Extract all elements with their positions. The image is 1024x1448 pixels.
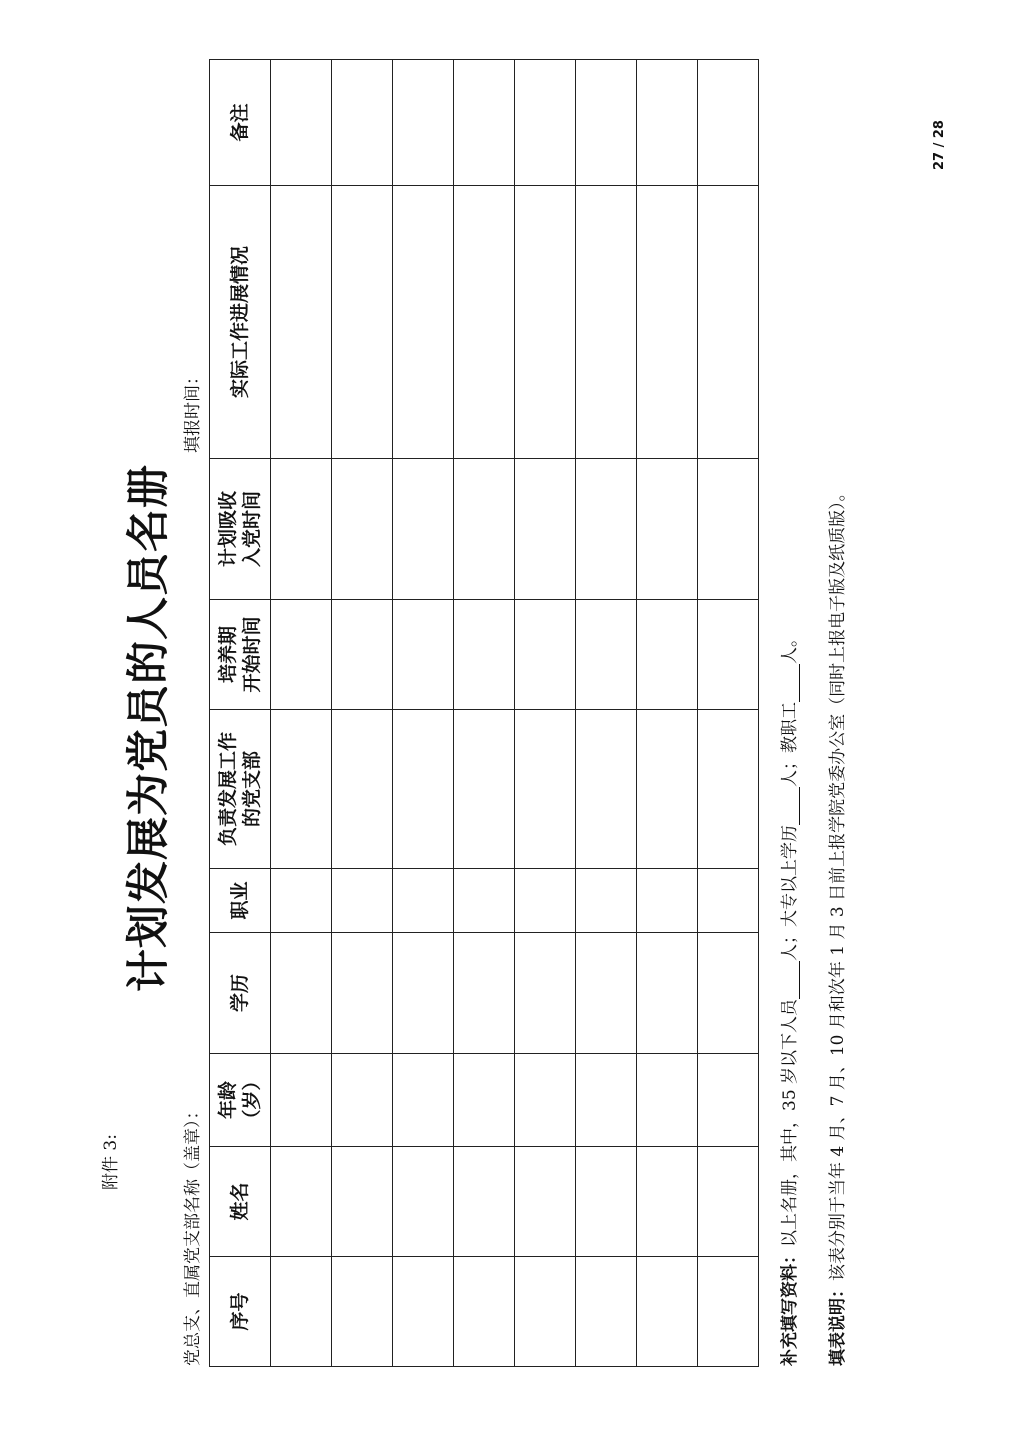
table-cell[interactable]	[332, 600, 393, 710]
table-cell[interactable]	[393, 459, 454, 600]
table-cell[interactable]	[454, 60, 515, 186]
table-cell[interactable]	[515, 186, 576, 459]
table-cell[interactable]	[515, 459, 576, 600]
table-row	[271, 60, 332, 1367]
page-title: 计划发展为党员的人员名册	[124, 464, 174, 992]
table-cell[interactable]	[515, 60, 576, 186]
supplement-part2: 人；大专以上学历	[780, 824, 800, 961]
table-cell[interactable]	[271, 459, 332, 600]
table-cell[interactable]	[332, 459, 393, 600]
table-cell[interactable]	[454, 710, 515, 869]
table-cell[interactable]	[332, 710, 393, 869]
table-row	[454, 60, 515, 1367]
table-row	[393, 60, 454, 1367]
blank-under35[interactable]	[781, 961, 800, 999]
table-cell[interactable]	[271, 710, 332, 869]
table-cell[interactable]	[576, 186, 637, 459]
table-row	[332, 60, 393, 1367]
table-cell[interactable]	[454, 1147, 515, 1257]
table-header-cell: 实际工作进展情况	[210, 186, 271, 459]
table-cell[interactable]	[393, 600, 454, 710]
table-cell[interactable]	[698, 459, 759, 600]
table-cell[interactable]	[515, 1257, 576, 1367]
table-cell[interactable]	[271, 869, 332, 933]
table-cell[interactable]	[454, 600, 515, 710]
supplement-part1: 以上名册，其中，35 岁以下人员	[780, 998, 800, 1247]
table-cell[interactable]	[271, 186, 332, 459]
table-cell[interactable]	[454, 459, 515, 600]
supplement-part4: 人。	[780, 629, 800, 664]
table-cell[interactable]	[698, 60, 759, 186]
table-cell[interactable]	[393, 60, 454, 186]
table-cell[interactable]	[576, 600, 637, 710]
table-header-cell: 职业	[210, 869, 271, 933]
page-number: 27 / 28	[932, 120, 947, 170]
table-cell[interactable]	[454, 869, 515, 933]
table-cell[interactable]	[271, 933, 332, 1054]
table-cell[interactable]	[332, 60, 393, 186]
table-cell[interactable]	[576, 933, 637, 1054]
table-header-cell: 计划吸收 入党时间	[210, 459, 271, 600]
table-cell[interactable]	[515, 710, 576, 869]
table-cell[interactable]	[576, 869, 637, 933]
table-cell[interactable]	[576, 1147, 637, 1257]
table-row	[576, 60, 637, 1367]
table-cell[interactable]	[637, 459, 698, 600]
table-header-cell: 序号	[210, 1257, 271, 1367]
blank-college[interactable]	[781, 787, 800, 825]
table-cell[interactable]	[332, 1257, 393, 1367]
table-header-cell: 姓名	[210, 1147, 271, 1257]
table-cell[interactable]	[637, 933, 698, 1054]
table-cell[interactable]	[332, 869, 393, 933]
blank-staff[interactable]	[781, 664, 800, 702]
table-cell[interactable]	[576, 710, 637, 869]
table-cell[interactable]	[576, 459, 637, 600]
table-header-cell: 负责发展工作 的党支部	[210, 710, 271, 869]
table-cell[interactable]	[576, 1257, 637, 1367]
table-header-cell: 年龄 （岁）	[210, 1054, 271, 1147]
table-cell[interactable]	[515, 1147, 576, 1257]
table-cell[interactable]	[332, 186, 393, 459]
table-cell[interactable]	[271, 1147, 332, 1257]
table-cell[interactable]	[637, 1257, 698, 1367]
table-cell[interactable]	[393, 1054, 454, 1147]
supplement-label: 补充填写资料：	[780, 1247, 800, 1366]
table-cell[interactable]	[637, 60, 698, 186]
table-cell[interactable]	[454, 933, 515, 1054]
table-header-cell: 备注	[210, 60, 271, 186]
roster-table	[209, 59, 759, 1367]
table-cell[interactable]	[454, 1054, 515, 1147]
table-cell[interactable]	[637, 1147, 698, 1257]
table-cell[interactable]	[393, 186, 454, 459]
table-cell[interactable]	[393, 710, 454, 869]
table-cell[interactable]	[332, 933, 393, 1054]
table-header-cell: 学历	[210, 933, 271, 1054]
table-cell[interactable]	[332, 1054, 393, 1147]
table-body	[271, 60, 759, 1367]
table-cell[interactable]	[393, 869, 454, 933]
table-cell[interactable]	[393, 1257, 454, 1367]
table-cell[interactable]	[454, 186, 515, 459]
table-cell[interactable]	[271, 60, 332, 186]
fill-time-label: 填报时间：	[183, 368, 203, 453]
instructions-note	[823, 484, 848, 1366]
table-header-row	[210, 60, 271, 1367]
table-cell[interactable]	[515, 933, 576, 1054]
table-cell[interactable]	[637, 600, 698, 710]
instructions-text: 该表分别于当年 4 月、7 月、10 月和次年 1 月 3 日前上报学院党委办公室（同时上报电子版及纸质版）。	[828, 484, 848, 1281]
branch-name-label: 党总支、直属党支部名称（盖章）：	[183, 1102, 203, 1366]
table-header-cell: 培养期 开始时间	[210, 600, 271, 710]
table-cell[interactable]	[698, 869, 759, 933]
table-cell[interactable]	[698, 186, 759, 459]
table-cell[interactable]	[637, 186, 698, 459]
table-cell[interactable]	[637, 710, 698, 869]
table-cell[interactable]	[271, 1257, 332, 1367]
table-cell[interactable]	[698, 710, 759, 869]
table-cell[interactable]	[698, 600, 759, 710]
supplement-note	[775, 630, 800, 1366]
instructions-label: 填表说明：	[828, 1281, 848, 1366]
table-cell[interactable]	[576, 60, 637, 186]
attachment-label: 附件 3:	[101, 1134, 121, 1190]
table-cell[interactable]	[271, 1054, 332, 1147]
table-cell[interactable]	[576, 1054, 637, 1147]
table-cell[interactable]	[515, 1054, 576, 1147]
table-cell[interactable]	[393, 1147, 454, 1257]
table-cell[interactable]	[332, 1147, 393, 1257]
table-row	[637, 60, 698, 1367]
table-cell[interactable]	[698, 1147, 759, 1257]
table-cell[interactable]	[271, 600, 332, 710]
table-cell[interactable]	[637, 1054, 698, 1147]
table-cell[interactable]	[515, 600, 576, 710]
table-cell[interactable]	[698, 1054, 759, 1147]
table-cell[interactable]	[454, 1257, 515, 1367]
table-cell[interactable]	[698, 933, 759, 1054]
supplement-part3: 人；教职工	[780, 701, 800, 787]
table-cell[interactable]	[637, 869, 698, 933]
table-row	[698, 60, 759, 1367]
table-cell[interactable]	[393, 933, 454, 1054]
table-row	[515, 60, 576, 1367]
table-cell[interactable]	[698, 1257, 759, 1367]
table-cell[interactable]	[515, 869, 576, 933]
